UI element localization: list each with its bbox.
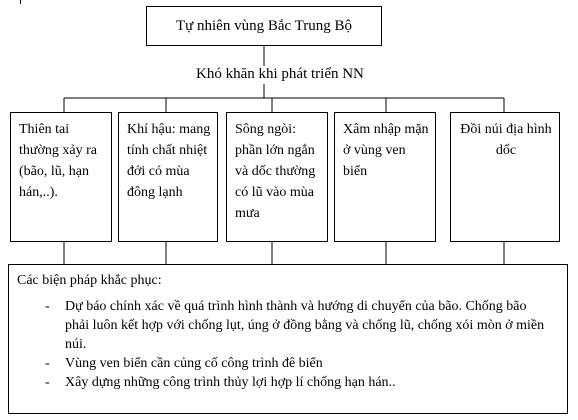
cause-box-climate [118,112,218,242]
cause-text-3: Sông ngòi: phần lớn ngắn và dốc thường có lũ vào mùa mưa [235,122,316,221]
solutions-box [8,264,568,414]
cause-text-4: Xâm nhập mặn ở vùng ven biển [343,122,429,179]
top-title-text: Tự nhiên vùng Bắc Trung Bộ [175,17,353,34]
top-title-box [146,6,382,46]
cause-box-steep-terrain [450,112,560,242]
solution-item-irrigation: - Xây dựng những công trình thủy lợi hợp lí chống hạn hán.. [45,373,553,392]
cause-text-2: Khí hậu: mang tính chất nhiệt đới có mùa đông lạnh [127,122,211,200]
solution-item-storm-forecast: - Dự báo chính xác về quá trình hình thành và hướng di chuyển của bão. Chống bão phải luôn kết hợp với chống lụt, úng ở đồng bằng và chống lũ, chống xói mòn ở miền núi. [45,297,553,354]
solutions-list [17,297,561,392]
cause-text-5: Đồi núi địa hình dốc [460,122,552,158]
cause-box-rivers [226,112,328,242]
cause-box-saline-intrusion [334,112,436,242]
top-edge-mark [20,0,21,4]
cause-text-1: Thiên tai thường xảy ra (bão, lũ, hạn hán,..). [19,122,97,200]
branch-label: Khó khăn khi phát triển NN [196,66,364,82]
solutions-title: Các biện pháp khắc phục: [17,273,162,288]
solution-item-sea-dike: - Vùng ven biển cần củng cố công trình đê biển [45,354,553,373]
cause-box-natural-disasters [10,112,112,242]
